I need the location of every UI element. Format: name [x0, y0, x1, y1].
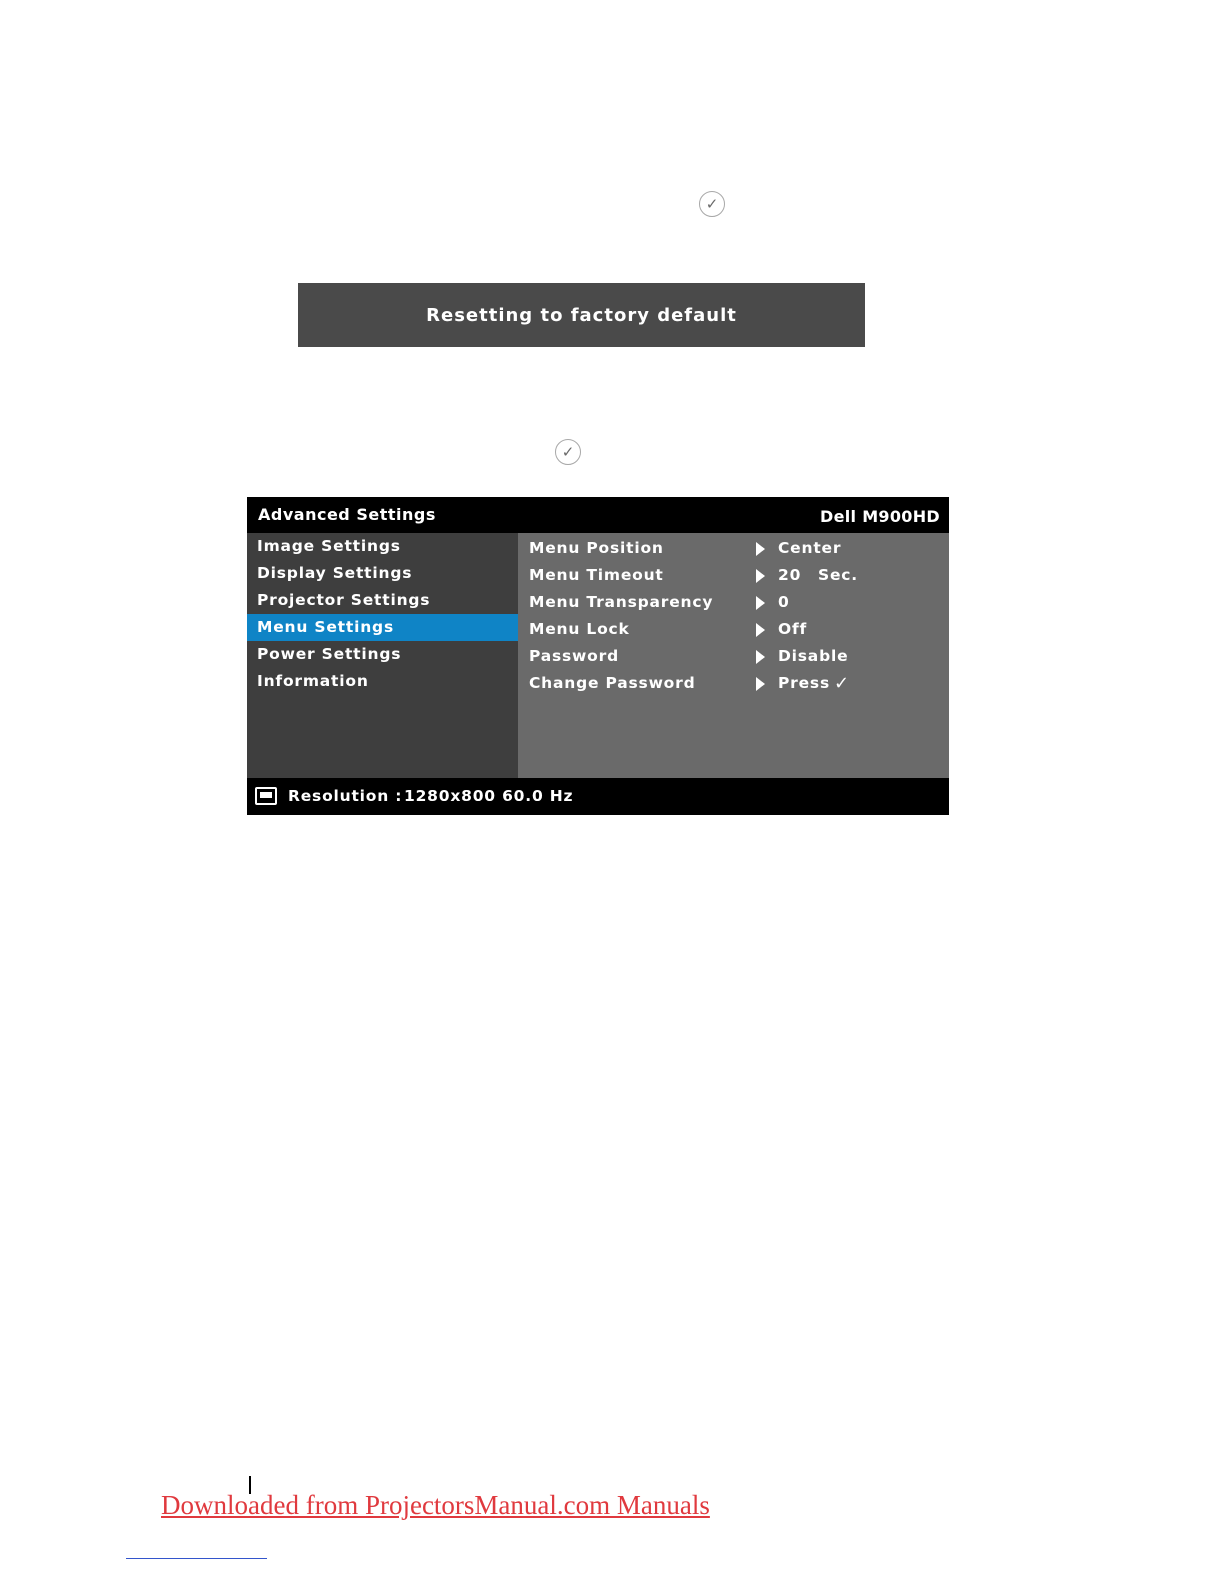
osd-header [247, 497, 949, 533]
arrow-right-icon [756, 542, 765, 556]
setting-value: Press [778, 674, 830, 692]
setting-label: Password [529, 647, 619, 665]
nav-item-display-settings[interactable]: Display Settings [257, 564, 413, 582]
reset-banner-text: Resetting to factory default [426, 304, 737, 326]
setting-label: Menu Timeout [529, 566, 664, 584]
circle-checkmark-icon: ✓ [699, 191, 725, 217]
osd-menu [247, 497, 949, 815]
setting-value: 0 [778, 593, 790, 611]
setting-label: Menu Lock [529, 620, 630, 638]
osd-model-name: Dell M900HD [820, 507, 940, 526]
setting-value: 20 [778, 566, 802, 584]
setting-row-menu-position[interactable] [518, 535, 949, 562]
osd-nav-panel [247, 533, 518, 778]
setting-row-password[interactable] [518, 643, 949, 670]
setting-label: Change Password [529, 674, 696, 692]
setting-row-change-password[interactable] [518, 670, 949, 697]
arrow-right-icon [756, 623, 765, 637]
nav-item-menu-settings[interactable]: Menu Settings [247, 614, 518, 641]
setting-unit: Sec. [818, 566, 858, 584]
setting-value: Center [778, 539, 842, 557]
resolution-label: Resolution : [288, 787, 403, 805]
nav-item-information[interactable]: Information [257, 672, 369, 690]
nav-item-projector-settings[interactable]: Projector Settings [257, 591, 431, 609]
download-source-link[interactable]: Downloaded from ProjectorsManual.com Manuals [161, 1490, 710, 1520]
setting-label: Menu Transparency [529, 593, 714, 611]
resolution-value: 1280x800 60.0 Hz [404, 787, 574, 805]
setting-row-menu-timeout[interactable] [518, 562, 949, 589]
setting-row-menu-lock[interactable] [518, 616, 949, 643]
arrow-right-icon [756, 677, 765, 691]
nav-item-image-settings[interactable]: Image Settings [257, 537, 401, 555]
osd-footer [247, 778, 949, 815]
circle-checkmark-icon: ✓ [555, 439, 581, 465]
arrow-right-icon [756, 569, 765, 583]
arrow-right-icon [756, 650, 765, 664]
bottom-rule [126, 1558, 267, 1559]
osd-settings-panel [518, 533, 949, 778]
reset-banner [298, 283, 865, 347]
nav-item-power-settings[interactable]: Power Settings [257, 645, 402, 663]
monitor-icon [255, 787, 277, 805]
setting-row-menu-transparency[interactable] [518, 589, 949, 616]
arrow-right-icon [756, 596, 765, 610]
setting-value: Disable [778, 647, 849, 665]
checkmark-icon: ✓ [834, 673, 850, 694]
osd-title: Advanced Settings [258, 505, 436, 524]
setting-label: Menu Position [529, 539, 664, 557]
setting-value: Off [778, 620, 808, 638]
